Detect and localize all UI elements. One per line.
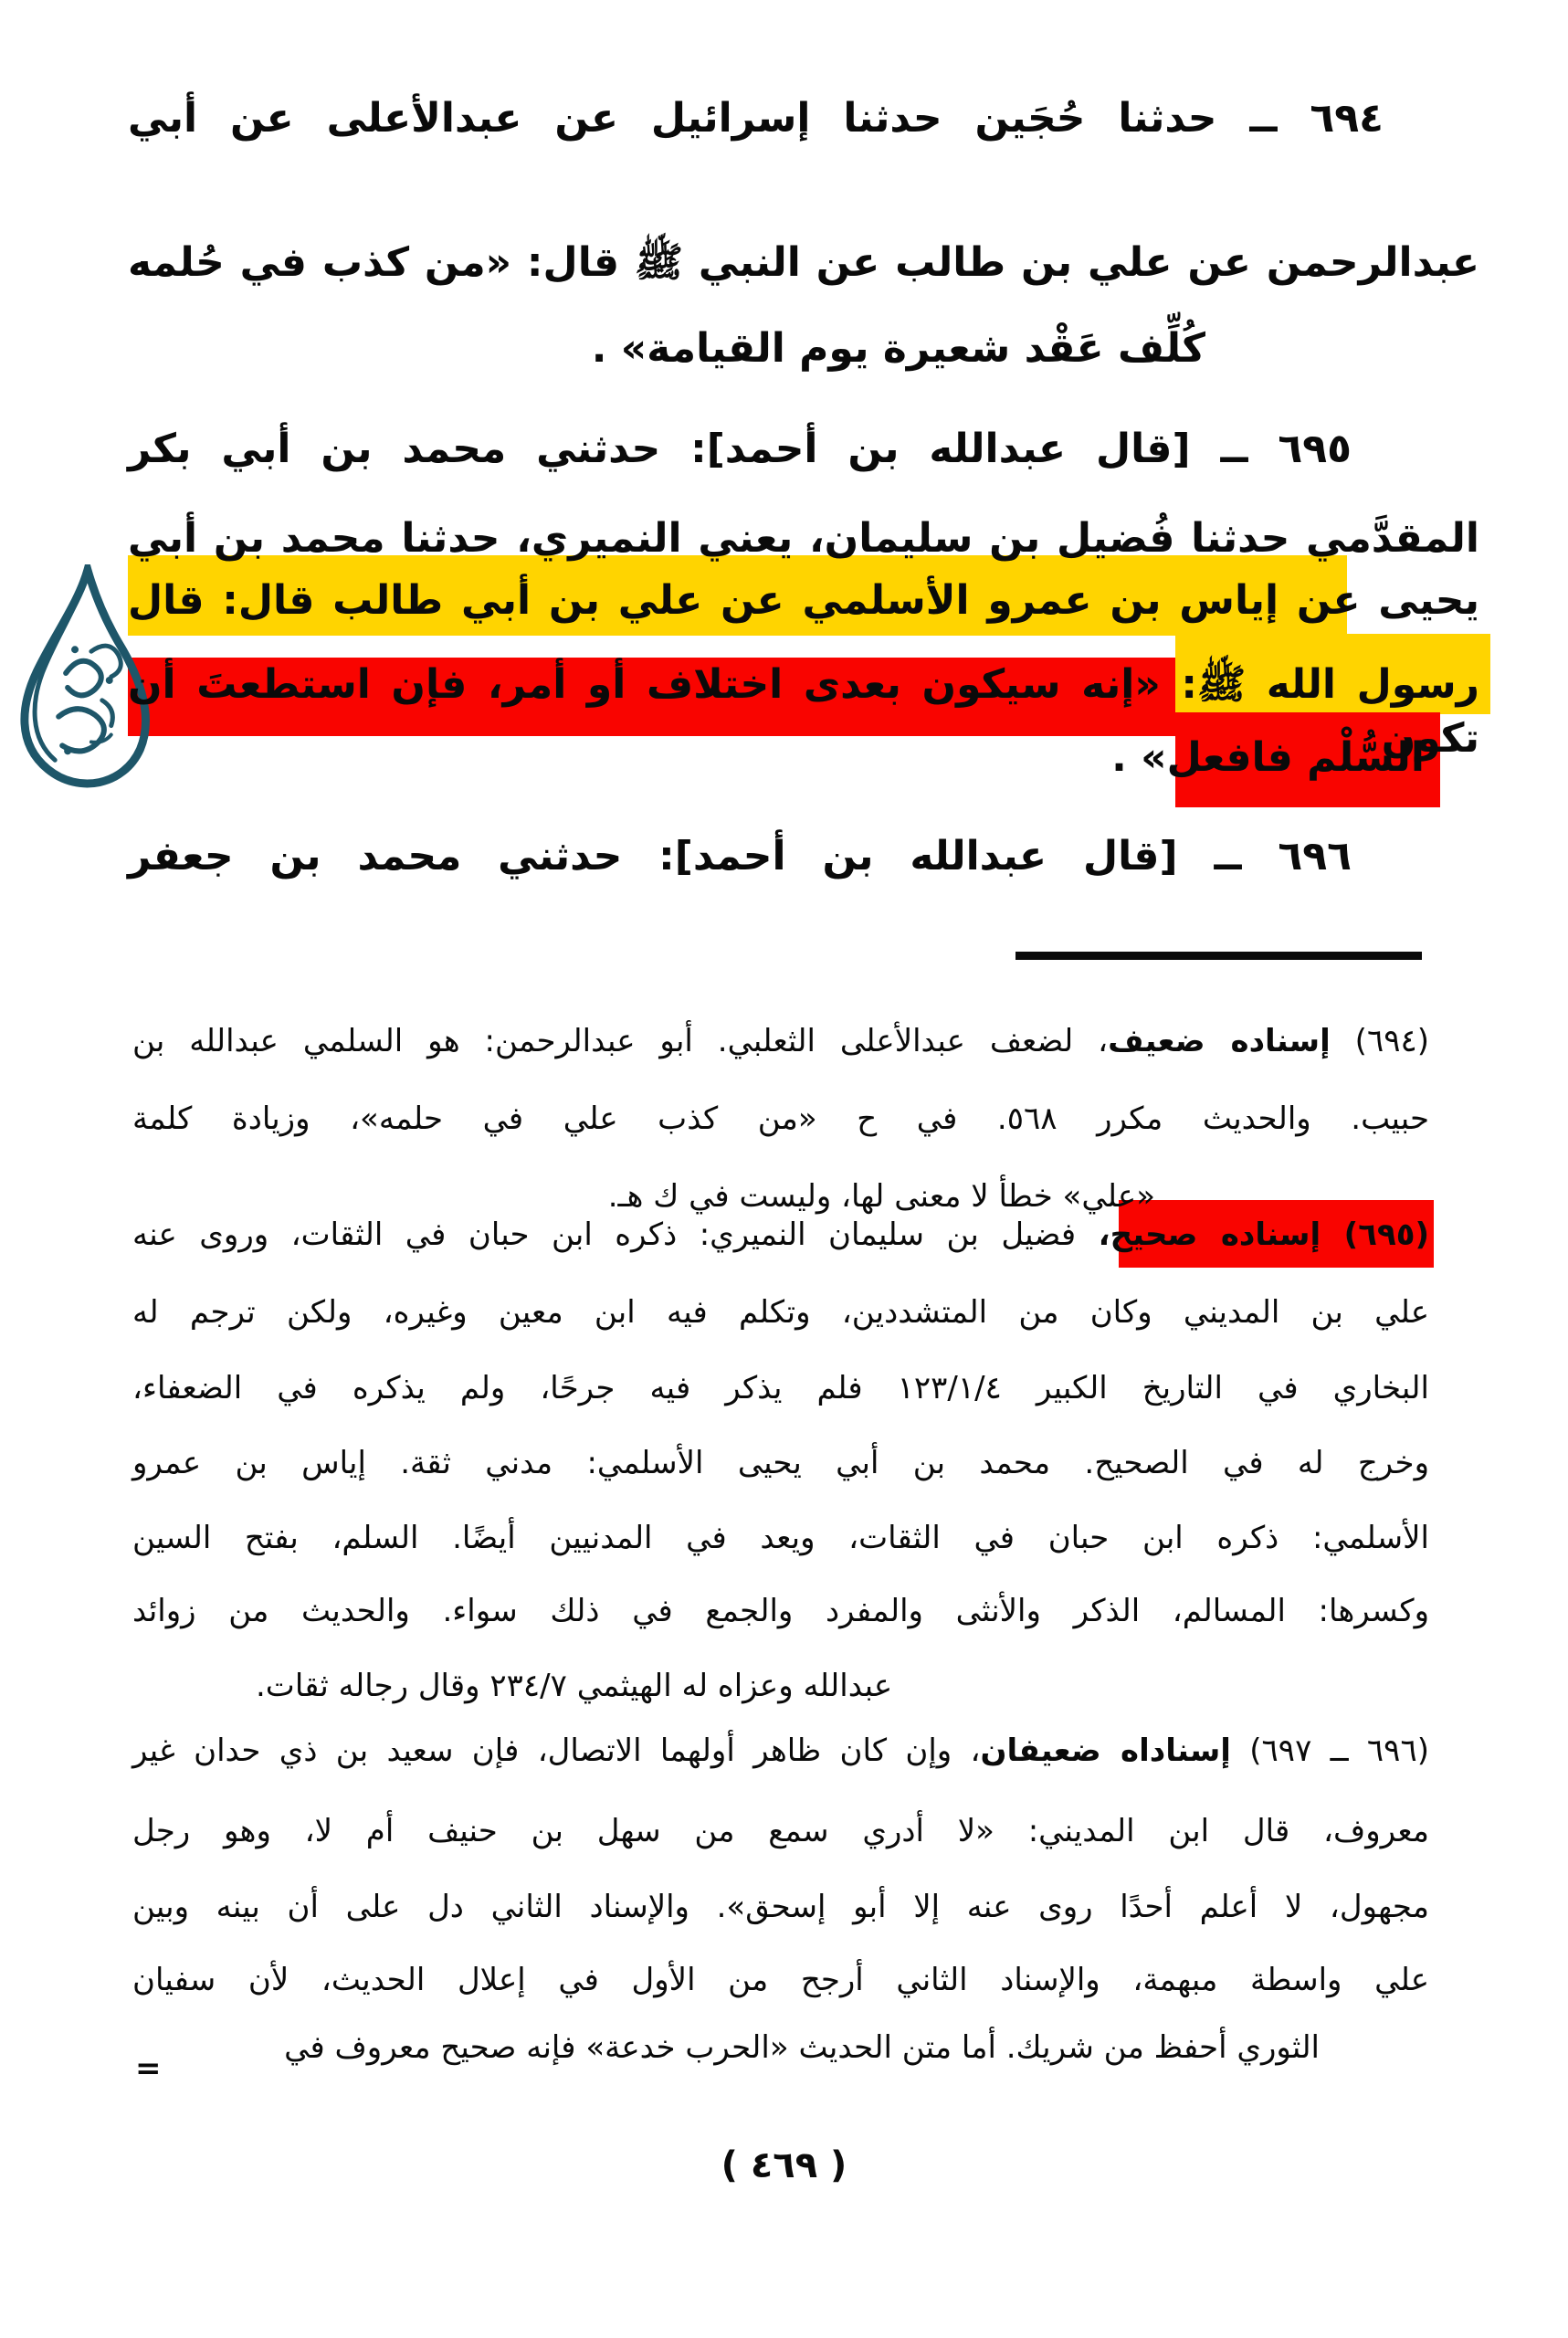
footnote-696-697-line-1 bbox=[132, 1731, 1429, 1771]
hadith-695-line-4-yellow-part: رسول الله ﷺ bbox=[1197, 661, 1479, 708]
footnote-695-line-2: علي بن المديني وكان من المتشددين، وتكلم فيه ابن معين وغيره، ولكن ترجم له bbox=[132, 1294, 1429, 1331]
footnote-694-line-3: «علي» خطأ لا معنى لها، وليست في ك هـ. bbox=[607, 1178, 1155, 1215]
hadith-696-line-1: ٦٩٦ ــ [قال عبدالله بن أحمد]: حدثني محمد بن جعفر bbox=[128, 833, 1352, 879]
hadith-694-line-1: ٦٩٤ ــ حدثنا حُجَين حدثنا إسرائيل عن عبدالأعلى عن أبي bbox=[128, 95, 1384, 142]
page-number: ( ٤٦٩ ) bbox=[721, 2144, 847, 2186]
footnote-696-697-line-1-rest: ، وإن كان ظاهر أولهما الاتصال، فإن سعيد بن ذي حدان غير bbox=[132, 1732, 981, 1769]
footnote-695-line-1 bbox=[132, 1215, 1429, 1255]
footnote-695-line-7: عبدالله وعزاه له الهيثمي ٢٣٤/٧ وقال رجاله ثقات. bbox=[256, 1668, 893, 1704]
footnote-696-697-line-4: علي واسطة مبهمة، والإسناد الثاني أرجح من الأول في إعلال الحديث، لأن سفيان bbox=[132, 1962, 1429, 1998]
footnote-695-grade-highlighted: (٦٩٥) إسناده صحيح، bbox=[1098, 1216, 1429, 1253]
hadith-695-line-3-highlighted: عن إياس بن عمرو الأسلمي عن علي بن أبي طالب قال: قال bbox=[128, 577, 1361, 624]
hadith-694-line-3: كُلِّف عَقْد شعيرة يوم القيامة» . bbox=[591, 325, 1205, 372]
hadith-695-line-5-red-part: السُّلْم فافعل» bbox=[1141, 734, 1425, 781]
footnote-696-697-grade: إسناداه ضعيفان bbox=[980, 1732, 1231, 1769]
hadith-695-line-4-red-part: : «إنه سيكون بعدى اختلاف أو أمر، فإن استطعتَ أن تكون bbox=[128, 661, 1479, 763]
footnote-separator-rule bbox=[1016, 952, 1422, 960]
hadith-695-line-5 bbox=[1111, 731, 1425, 785]
footnote-694-line-2: حبيب. والحديث مكرر ٥٦٨. في ح «من كذب علي في حلمه»، وزيادة كلمة bbox=[132, 1101, 1429, 1137]
footnote-695-line-4: وخرج له في الصحيح. محمد بن أبي يحيى الأسلمي: مدني ثقة. إياس بن عمرو bbox=[132, 1445, 1429, 1481]
footnote-694-line-1-rest: ، لضعف عبدالأعلى الثعلبي. أبو عبدالرحمن: هو السلمي عبدالله بن bbox=[132, 1023, 1109, 1059]
hadith-695-line-2: المقدَّمي حدثنا فُضيل بن سليمان، يعني النميري، حدثنا محمد بن أبي bbox=[128, 515, 1479, 562]
footnote-695-line-1-rest: فضيل بن سليمان النميري: ذكره ابن حبان في الثقات، وروى عنه bbox=[132, 1216, 1099, 1253]
footnote-696-697-line-2: معروف، قال ابن المديني: «لا أدري سمع من سهل بن حنيف أم لا، وهو رجل bbox=[132, 1813, 1429, 1849]
hadith-695-line-5-after: . bbox=[1111, 734, 1142, 781]
continuation-equals-marker: = bbox=[135, 2050, 162, 2087]
hadith-694-line-2: عبدالرحمن عن علي بن طالب عن النبي ﷺ قال: «من كذب في حُلمه bbox=[128, 239, 1479, 286]
footnote-695-line-3: البخاري في التاريخ الكبير ١٢٣/١/٤ فلم يذكر فيه جرحًا، ولم يذكره في الضعفاء، bbox=[132, 1370, 1429, 1406]
hadith-695-line-3-plain: يحيى bbox=[1360, 577, 1480, 624]
footnote-695-line-6: وكسرها: المسالم، الذكر والأنثى والمفرد والجمع في ذلك سواء. والحديث من زوائد bbox=[132, 1593, 1429, 1629]
footnote-695-line-5: الأسلمي: ذكره ابن حبان في الثقات، ويعد في المدنيين أيضًا. السلم، بفتح السين bbox=[132, 1520, 1429, 1556]
hadith-695-line-3 bbox=[128, 574, 1479, 627]
footnote-696-697-line-3: مجهول، لا أعلم أحدًا روى عنه إلا أبو إسحق». والإسناد الثاني دل على أن بينه وبين bbox=[132, 1889, 1429, 1925]
footnote-694-number: (٦٩٤) bbox=[1330, 1023, 1429, 1059]
hadith-695-line-1: ٦٩٥ ــ [قال عبدالله بن أحمد]: حدثني محمد بن أبي بكر bbox=[128, 426, 1352, 472]
footnote-694-grade: إسناده ضعيف bbox=[1108, 1023, 1331, 1059]
footnote-696-697-line-5: الثوري أحفظ من شريك. أما متن الحديث «الحرب خدعة» فإنه صحيح معروف في bbox=[284, 2029, 1320, 2066]
footnote-696-697-number: (٦٩٦ ــ ٦٩٧) bbox=[1230, 1732, 1429, 1769]
footnote-694-line-1 bbox=[132, 1021, 1429, 1061]
